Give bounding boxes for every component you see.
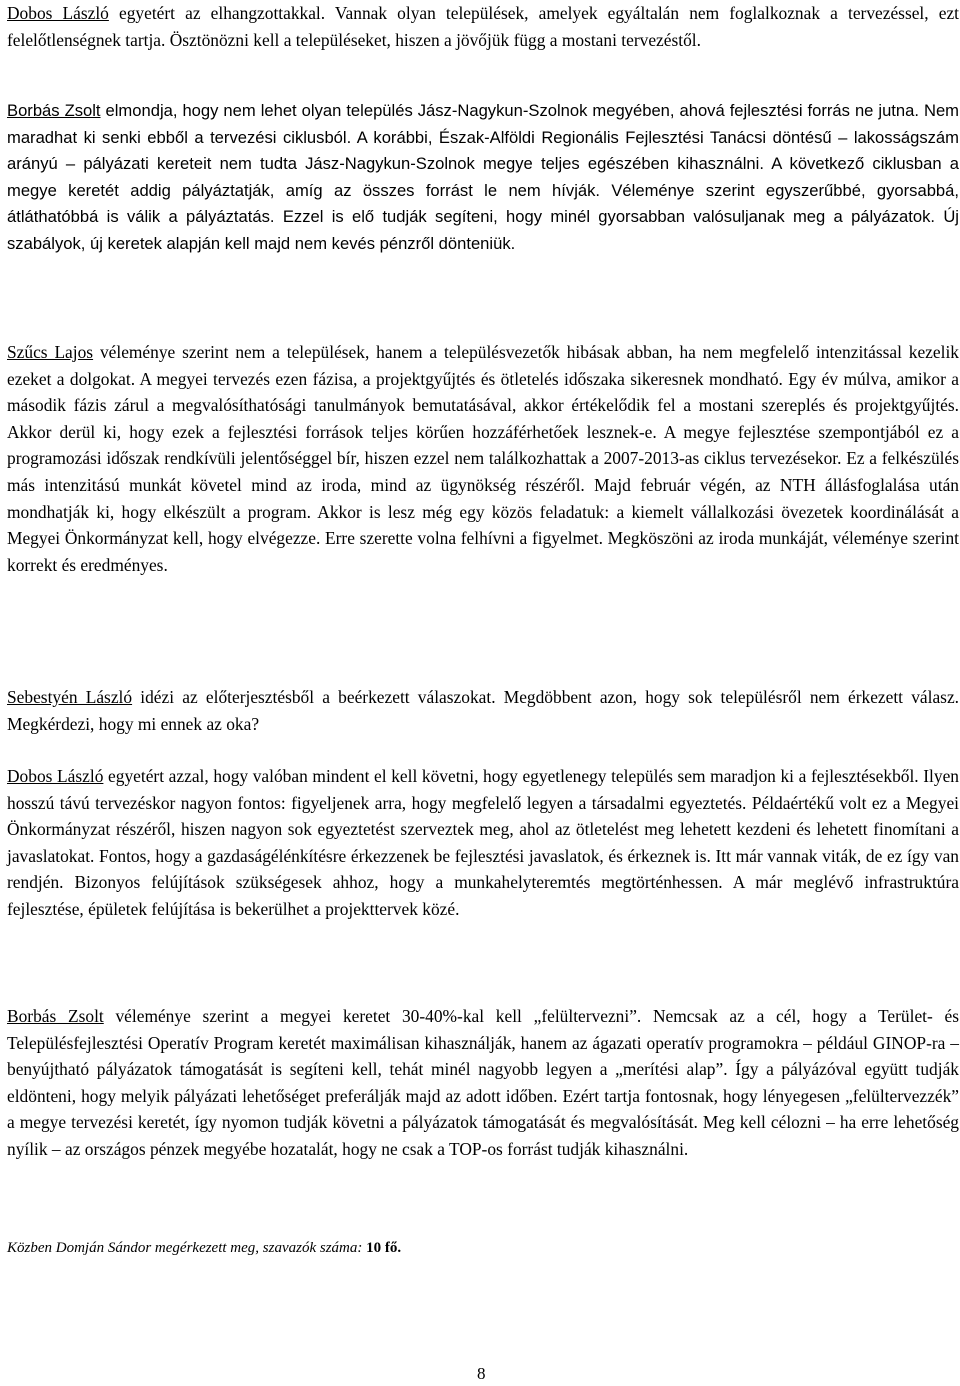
paragraph-text: idézi az előterjesztésből a beérkezett válaszokat. Megdöbbent azon, hogy sok településről nem érkezett válasz. Megkérdezi, hogy mi ennek az oka? (7, 687, 960, 734)
voter-count: 10 fő. (366, 1240, 402, 1256)
speaker-name: Dobos László (7, 3, 109, 23)
paragraph-1 (7, 0, 959, 53)
speaker-name: Sebestyén László (7, 687, 133, 707)
paragraph-text: véleménye szerint nem a települések, hanem a településvezetők hibásak abban, ha nem megfelelő intenzitással kezelik ezeket a dolgokat. A megyei tervezés ezen fázisa, a projektgyűjtés és ötletelés időszaka sikeresnek mondható. Egy év múlva, amikor a második fázis zárul a megvalósíthatósági tanulmányok bemutatásával, akkor értékelődik fel a mostani szereplés és projektgyűjtés. Akkor derül ki, hogy ezek a fejlesztési források teljes körűen hozzáférhetőek lesznek-e. A megye fejlesztése szempontjából ez a programozási időszak rendkívüli jelentőséggel bír, hiszen ezzel nem találkozhattak a 2007-2013-as ciklus tervezésekor. Ez a felkészülés más intenzitású munkát követel mind az iroda, mind az ügynökség részéről. Majd február végén, az NTH állásfoglalása után mondhatják ki, hogy elkészült a program. Akkor is lesz még egy közös feladatuk: a kiemelt vállalkozási övezetek koordinálását a Megyei Önkormányzat kell, hogy elvégezze. Erre szerette volna felhívni a figyelmet. Megköszöni az iroda munkáját, véleménye szerint korrekt és eredményes. (7, 342, 959, 575)
note-text: Közben Domján Sándor megérkezett meg, szavazók száma: (7, 1240, 367, 1256)
voting-note (7, 1240, 401, 1257)
speaker-name: Dobos László (7, 766, 104, 786)
speaker-name: Borbás Zsolt (7, 101, 101, 120)
paragraph-3 (7, 339, 959, 578)
paragraph-5 (7, 763, 959, 923)
paragraph-2 (7, 98, 959, 258)
paragraph-text: egyetért az elhangzottakkal. Vannak olyan települések, amelyek egyáltalán nem foglalkoznak a tervezéssel, ezt felelőtlenségnek tartja. Ösztönözni kell a településeket, hiszen a jövőjük függ a mostani tervezéstől. (7, 3, 959, 50)
paragraph-4 (7, 684, 959, 737)
speaker-name: Borbás Zsolt (7, 1006, 104, 1026)
paragraph-text: elmondja, hogy nem lehet olyan település Jász-Nagykun-Szolnok megyében, ahová fejlesztési forrás ne jutna. Nem maradhat ki senki ebből a tervezési ciklusból. A korábbi, Észak-Alföldi Regionális Fejlesztési Tanácsi döntésű – lakosságszám arányú – pályázati kereteit nem tudta Jász-Nagykun-Szolnok megye teljes egészében kihasználni. A következő ciklusban a megye keretét addig pályáztatják, amíg az összes forrást le nem hívják. Véleménye szerint egyszerűbbé, gyorsabbá, átláthatóbbá is válik a pályáztatás. Ezzel is elő tudják segíteni, hogy minél gyorsabban valósuljanak meg a pályázatok. Új szabályok, új keretek alapján kell majd nem kevés pénzről dönteniük. (7, 101, 959, 253)
speaker-name: Szűcs Lajos (7, 342, 94, 362)
page-number: 8 (477, 1364, 486, 1383)
paragraph-6 (7, 1003, 959, 1163)
paragraph-text: egyetért azzal, hogy valóban mindent el kell követni, hogy egyetlenegy település sem maradjon ki a fejlesztésekből. Ilyen hosszú távú tervezéskor nagyon fontos: figyeljenek arra, hogy megfelelő legyen a társadalmi egyeztetés. Példaértékű volt ez a Megyei Önkormányzat részéről, hiszen nagyon sok egyeztetést szerveztek meg, ahol az ötletelést meg lehetett kezdeni és lehetett finomítani a javaslatokat. Fontos, hogy a gazdaságélénkítésre érkezzenek be fejlesztési javaslatok, és érkeznek is. Itt már vannak viták, de ez így van rendjén. Bizonyos felújítások szükségesek ahhoz, hogy a munkahelyteremtés megtörténhessen. A már meglévő infrastruktúra fejlesztése, épületek felújítása is bekerülhet a projekttervek közé. (7, 766, 959, 919)
paragraph-text: véleménye szerint a megyei keretet 30-40%-kal kell „felültervezni”. Nemcsak az a cél, hogy a Terület- és Településfejlesztési Operatív Program keretét maximálisan kihasználják, hanem az ágazati operatív programokra – például GINOP-ra – benyújtható pályázatok támogatását is segíteni kell, tehát minél nagyobb legyen a „merítési alap”. Így a pályázóval együtt tudják eldönteni, hogy melyik pályázati lehetőséget preferálják majd az adott időben. Ezért tartja fontosnak, hogy lényegesen „felültervezzék” a megye tervezési keretét, így nyomon tudják követni a pályázatok támogatását és megvalósítását. Meg kell célozni – ha erre lehetőség nyílik – az országos pénzek megyébe hozatalát, hogy ne csak a TOP-os forrást tudják kihasználni. (7, 1006, 959, 1159)
